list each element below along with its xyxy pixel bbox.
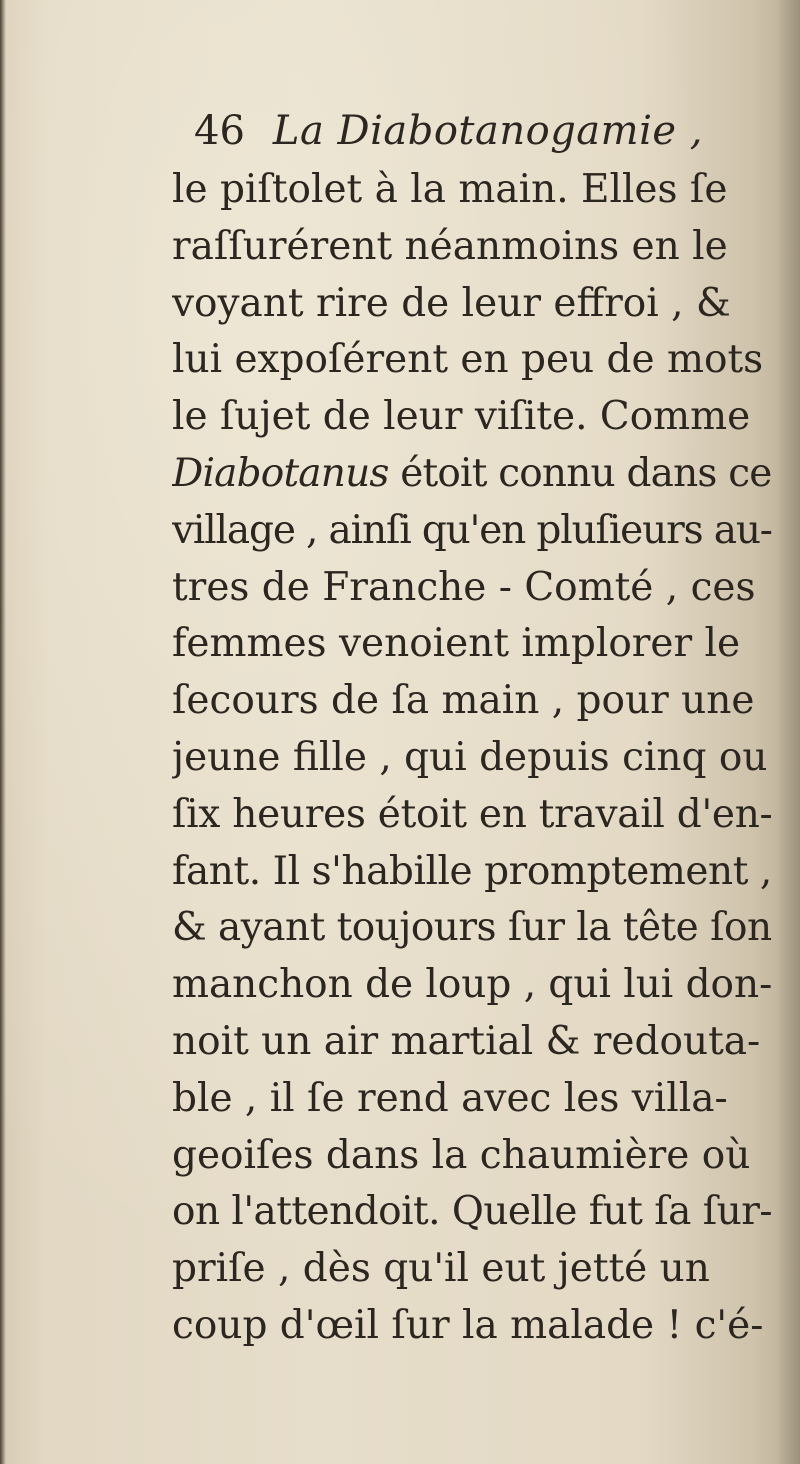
text-line: lui expoſérent en peu de mots <box>172 337 764 383</box>
page-number: 46 <box>194 108 245 154</box>
text-line: ſecours de ſa main , pour une <box>172 678 755 724</box>
text-line: on l'attendoit. Quelle fut ſa ſur- <box>172 1189 772 1235</box>
text-line: coup d'œil ſur la malade ! c'é- <box>172 1302 764 1348</box>
text-line: manchon de loup , qui lui don- <box>172 962 772 1008</box>
text-line: priſe , dès qu'il eut jetté un <box>172 1246 710 1292</box>
text-line: Diabotanus étoit connu dans ce <box>172 450 772 496</box>
text-line: ble , il ſe rend avec les villa- <box>172 1075 728 1121</box>
text-line: voyant rire de leur effroi , & <box>172 280 731 326</box>
text-line: le ſujet de leur viſite. Comme <box>172 394 751 440</box>
text-line: jeune fille , qui depuis cinq ou <box>172 734 768 780</box>
text-line: & ayant toujours ſur la tête ſon <box>172 905 772 951</box>
text-line: tres de Franche - Comté , ces <box>172 564 756 610</box>
running-head <box>194 100 772 162</box>
text-block <box>172 100 772 1355</box>
italic-name: Diabotanus <box>172 450 389 496</box>
text-line: le piſtolet à la main. Elles ſe <box>172 167 728 212</box>
text-line: village , ainſi qu'en pluſieurs au- <box>172 507 772 553</box>
text-line: noit un air martial & redouta- <box>172 1018 761 1064</box>
text-line: raſſurérent néanmoins en le <box>172 223 728 269</box>
text-line: ſix heures étoit en travail d'en- <box>172 791 772 837</box>
text-line: fant. Il s'habille promptement , <box>172 848 772 894</box>
text-line: geoiſes dans la chaumière où <box>172 1132 751 1178</box>
text-line: femmes venoient implorer le <box>172 621 741 667</box>
running-title: La Diabotanogamie , <box>272 108 703 154</box>
